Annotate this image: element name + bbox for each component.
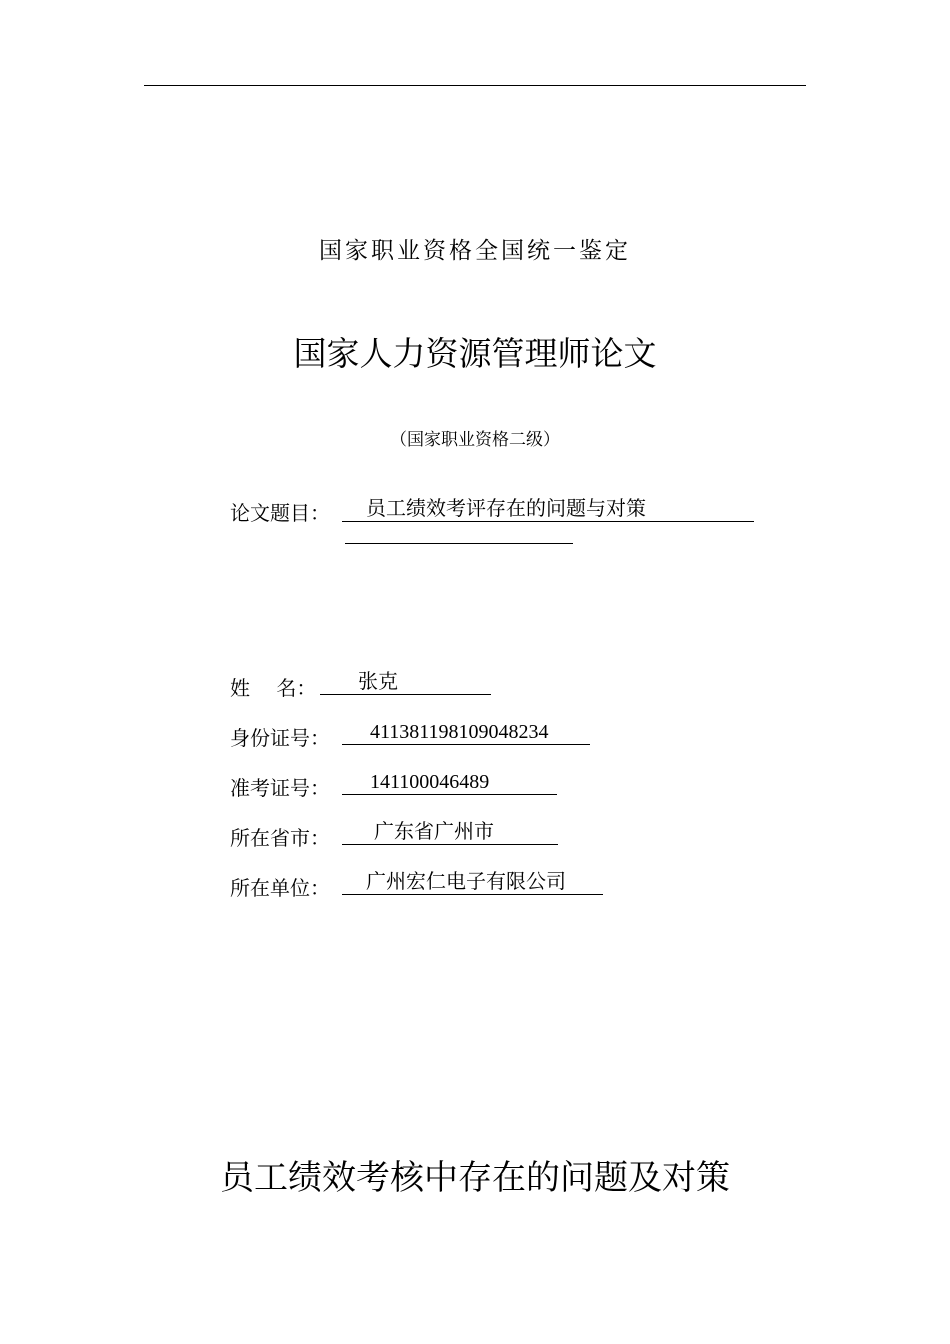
- topic-row: [230, 497, 330, 526]
- name-value: 张克: [358, 669, 398, 693]
- location-value: 广东省广州市: [374, 819, 494, 843]
- employer-field: [342, 870, 603, 895]
- name-label: 姓 名：: [230, 676, 317, 700]
- page-title: 国家人力资源管理师论文: [293, 334, 657, 373]
- name-field: [320, 670, 491, 695]
- location-field: [342, 820, 558, 845]
- exam-value: 141100046489: [370, 771, 490, 793]
- employer-value: 广州宏仁电子有限公司: [366, 869, 566, 893]
- exam-field: [342, 770, 557, 795]
- location-label: 所在省市：: [230, 826, 330, 850]
- employer-row: [230, 872, 330, 901]
- organization-line: 国家职业资格全国统一鉴定: [319, 238, 631, 264]
- employer-label: 所在单位：: [230, 876, 330, 900]
- qualification-level: （国家职业资格二级）: [390, 430, 560, 450]
- topic-label: 论文题目：: [230, 501, 330, 525]
- topic-value: 员工绩效考评存在的问题与对策: [366, 496, 646, 520]
- header-rule: [144, 85, 806, 86]
- id-row: [230, 722, 330, 751]
- exam-label: 准考证号：: [230, 776, 330, 800]
- id-label: 身份证号：: [230, 726, 330, 750]
- exam-row: [230, 772, 330, 801]
- name-row: [230, 672, 316, 701]
- id-value: 411381198109048234: [370, 721, 549, 743]
- id-field: [342, 720, 590, 745]
- topic-field-line2: [345, 519, 573, 544]
- location-row: [230, 822, 330, 851]
- thesis-title: 员工绩效考核中存在的问题及对策: [220, 1158, 730, 1198]
